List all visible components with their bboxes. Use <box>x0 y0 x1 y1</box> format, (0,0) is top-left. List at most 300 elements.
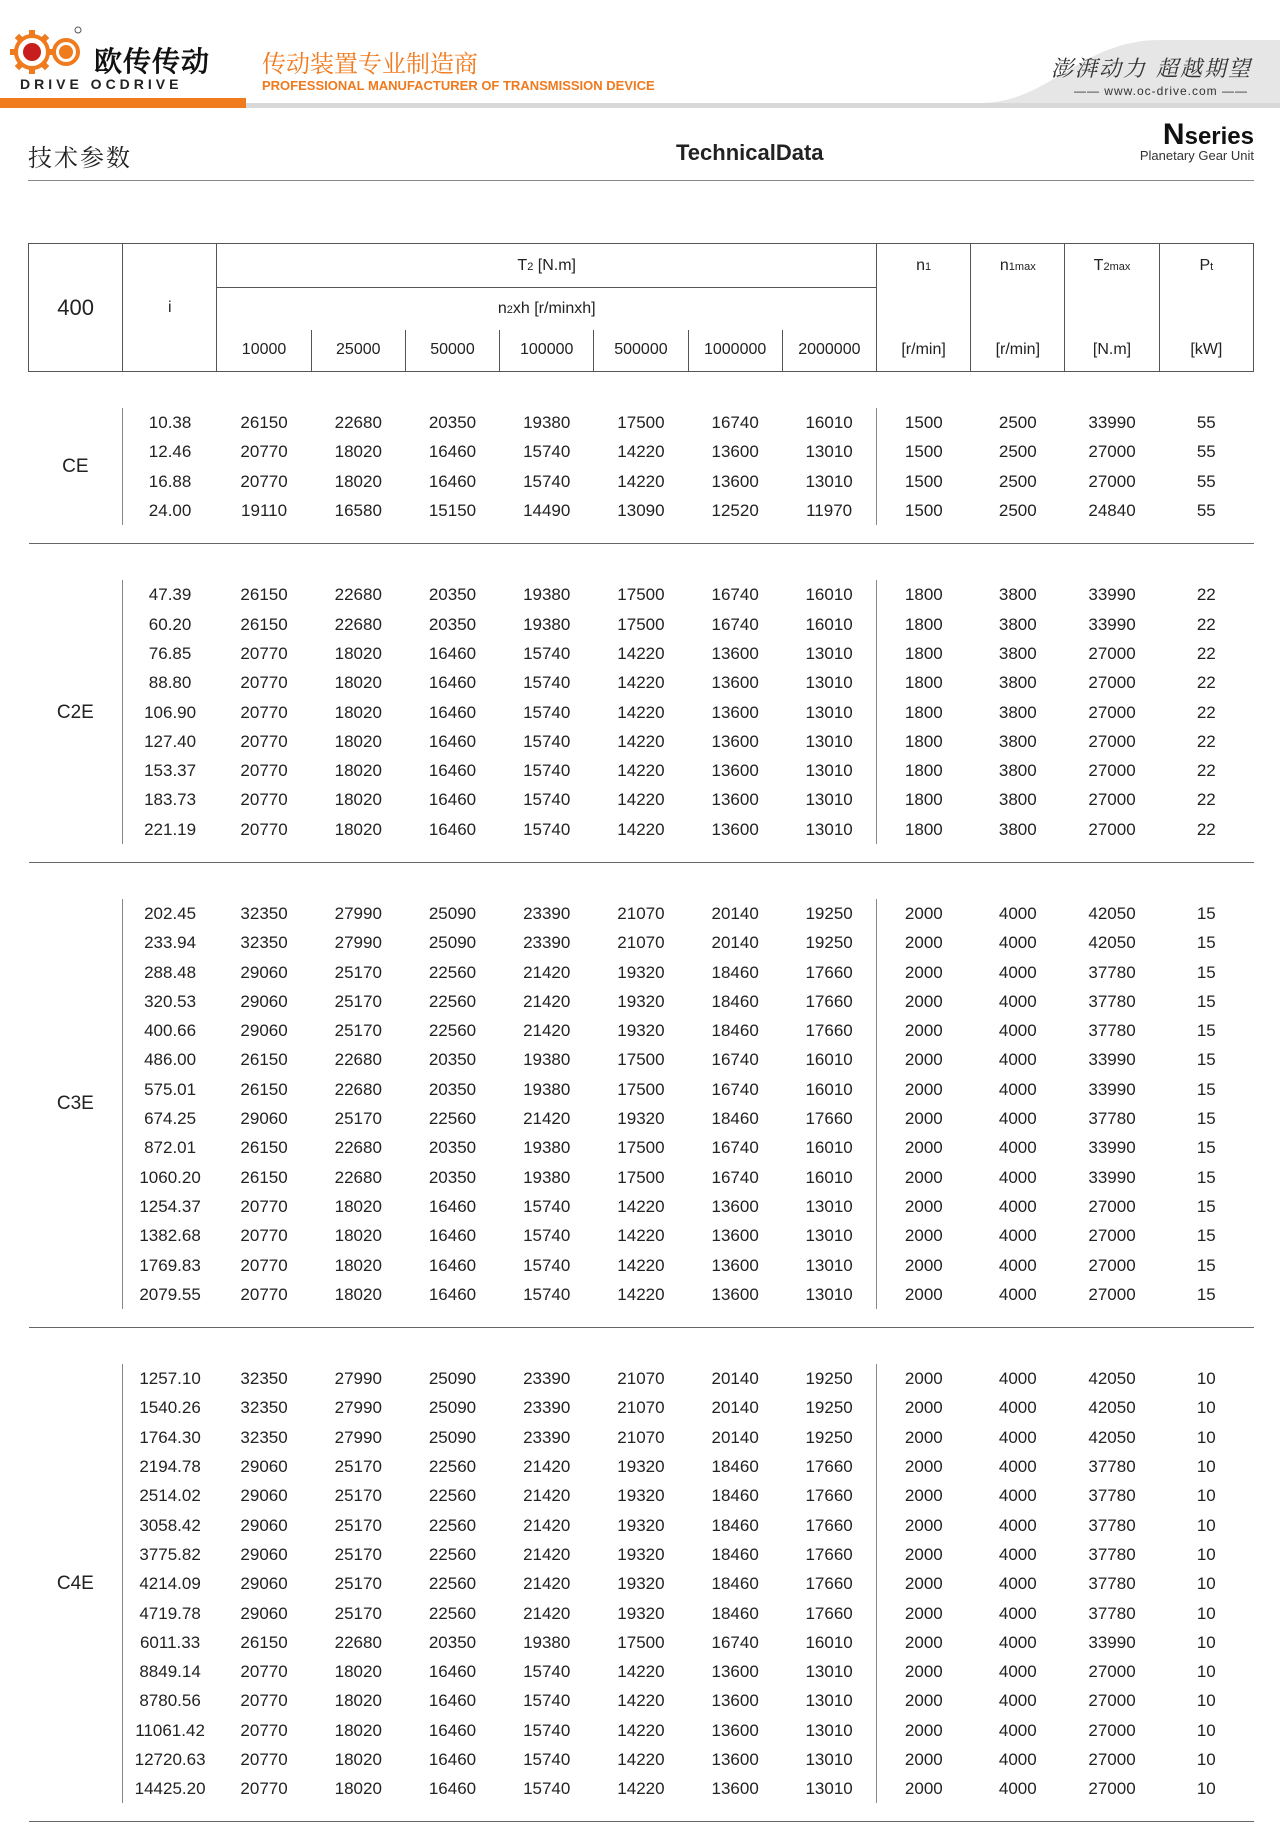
value-cell: 20770 <box>217 1657 311 1686</box>
value-cell: 15 <box>1159 1045 1253 1074</box>
n1-unit: [r/min] <box>876 330 970 372</box>
pt-header-spacer <box>1159 288 1253 330</box>
table-row <box>29 1280 1254 1309</box>
value-cell: 13010 <box>782 1716 876 1745</box>
value-cell: 14220 <box>594 1250 688 1279</box>
value-cell: 19380 <box>500 408 594 437</box>
value-cell: 15740 <box>500 668 594 697</box>
value-cell: 27000 <box>1065 727 1159 756</box>
value-cell: 20770 <box>217 785 311 814</box>
value-cell: 14220 <box>594 1657 688 1686</box>
value-cell: 16010 <box>782 408 876 437</box>
value-cell: 4000 <box>971 1716 1065 1745</box>
value-cell: 26150 <box>217 1075 311 1104</box>
hours-1000000: 1000000 <box>688 330 782 372</box>
hours-25000: 25000 <box>311 330 405 372</box>
value-cell: 27000 <box>1065 756 1159 785</box>
value-cell: 13600 <box>688 1774 782 1803</box>
n1-header: n1 <box>876 244 970 288</box>
value-cell: 18020 <box>311 1686 405 1715</box>
value-cell: 55 <box>1159 408 1253 437</box>
value-cell: 13010 <box>782 1774 876 1803</box>
value-cell: 22680 <box>311 408 405 437</box>
value-cell: 20350 <box>405 609 499 638</box>
value-cell: 26150 <box>217 1163 311 1192</box>
value-cell: 26150 <box>217 408 311 437</box>
value-cell: 33990 <box>1065 609 1159 638</box>
table-row <box>29 1250 1254 1279</box>
ratio-cell: 106.90 <box>123 697 217 726</box>
ratio-cell: 674.25 <box>123 1104 217 1133</box>
value-cell: 29060 <box>217 1104 311 1133</box>
value-cell: 27990 <box>311 1364 405 1393</box>
ratio-cell: 2079.55 <box>123 1280 217 1309</box>
value-cell: 13010 <box>782 1686 876 1715</box>
value-cell: 25090 <box>405 928 499 957</box>
value-cell: 17660 <box>782 957 876 986</box>
value-cell: 13010 <box>782 467 876 496</box>
table-row <box>29 437 1254 466</box>
value-cell: 21420 <box>500 1569 594 1598</box>
value-cell: 18020 <box>311 668 405 697</box>
value-cell: 17500 <box>594 580 688 609</box>
value-cell: 18020 <box>311 1657 405 1686</box>
value-cell: 4000 <box>971 1163 1065 1192</box>
ratio-cell: 4214.09 <box>123 1569 217 1598</box>
value-cell: 19380 <box>500 1628 594 1657</box>
value-cell: 13090 <box>594 496 688 525</box>
value-cell: 26150 <box>217 609 311 638</box>
value-cell: 13600 <box>688 1745 782 1774</box>
value-cell: 4000 <box>971 1569 1065 1598</box>
value-cell: 27000 <box>1065 1716 1159 1745</box>
value-cell: 1800 <box>876 815 970 844</box>
pt-unit: [kW] <box>1159 330 1253 372</box>
ratio-cell: 1254.37 <box>123 1192 217 1221</box>
value-cell: 18020 <box>311 756 405 785</box>
value-cell: 1800 <box>876 668 970 697</box>
value-cell: 13010 <box>782 437 876 466</box>
series-subtitle: Planetary Gear Unit <box>1140 148 1254 163</box>
value-cell: 13010 <box>782 1745 876 1774</box>
value-cell: 25170 <box>311 1540 405 1569</box>
value-cell: 29060 <box>217 1598 311 1627</box>
value-cell: 21070 <box>594 1423 688 1452</box>
table-row <box>29 1364 1254 1393</box>
value-cell: 3800 <box>971 815 1065 844</box>
value-cell: 18460 <box>688 957 782 986</box>
brand-name-en: DRIVE OCDRIVE <box>20 76 182 92</box>
value-cell: 25170 <box>311 1511 405 1540</box>
value-cell: 42050 <box>1065 1364 1159 1393</box>
table-row <box>29 467 1254 496</box>
value-cell: 24840 <box>1065 496 1159 525</box>
value-cell: 4000 <box>971 1133 1065 1162</box>
hours-50000: 50000 <box>405 330 499 372</box>
value-cell: 23390 <box>500 1364 594 1393</box>
value-cell: 20350 <box>405 408 499 437</box>
value-cell: 4000 <box>971 1075 1065 1104</box>
value-cell: 16460 <box>405 1716 499 1745</box>
value-cell: 4000 <box>971 1745 1065 1774</box>
value-cell: 18020 <box>311 785 405 814</box>
n2xh-header: n2xh [r/minxh] <box>217 288 877 330</box>
table-row <box>29 1221 1254 1250</box>
value-cell: 19320 <box>594 987 688 1016</box>
ratio-cell: 8849.14 <box>123 1657 217 1686</box>
table-row <box>29 785 1254 814</box>
slogan: 澎湃动力 超越期望 <box>1051 52 1252 83</box>
value-cell: 14220 <box>594 727 688 756</box>
value-cell: 22560 <box>405 1452 499 1481</box>
value-cell: 22680 <box>311 609 405 638</box>
value-cell: 16740 <box>688 408 782 437</box>
value-cell: 15 <box>1159 1133 1253 1162</box>
value-cell: 22680 <box>311 580 405 609</box>
value-cell: 4000 <box>971 1104 1065 1133</box>
value-cell: 4000 <box>971 1540 1065 1569</box>
value-cell: 2000 <box>876 1716 970 1745</box>
value-cell: 2500 <box>971 496 1065 525</box>
value-cell: 16460 <box>405 1221 499 1250</box>
value-cell: 32350 <box>217 1393 311 1422</box>
value-cell: 20350 <box>405 1628 499 1657</box>
value-cell: 22560 <box>405 987 499 1016</box>
value-cell: 2500 <box>971 408 1065 437</box>
value-cell: 14220 <box>594 1192 688 1221</box>
table-row <box>29 987 1254 1016</box>
value-cell: 16010 <box>782 580 876 609</box>
n1max-header-spacer <box>971 288 1065 330</box>
value-cell: 25170 <box>311 987 405 1016</box>
n1-header-spacer <box>876 288 970 330</box>
table-row <box>29 609 1254 638</box>
value-cell: 27990 <box>311 1393 405 1422</box>
size-header: 400 <box>29 244 123 372</box>
value-cell: 21070 <box>594 899 688 928</box>
value-cell: 22560 <box>405 1540 499 1569</box>
group-spacer <box>29 1803 1254 1822</box>
value-cell: 15 <box>1159 1104 1253 1133</box>
table-row <box>29 1192 1254 1221</box>
value-cell: 29060 <box>217 1511 311 1540</box>
value-cell: 13600 <box>688 1221 782 1250</box>
hours-10000: 10000 <box>217 330 311 372</box>
value-cell: 16460 <box>405 437 499 466</box>
table-row <box>29 1716 1254 1745</box>
group-label: C3E <box>29 899 123 1309</box>
value-cell: 16460 <box>405 785 499 814</box>
value-cell: 13010 <box>782 1250 876 1279</box>
value-cell: 16460 <box>405 1192 499 1221</box>
value-cell: 2000 <box>876 1452 970 1481</box>
table-row <box>29 1423 1254 1452</box>
value-cell: 20770 <box>217 697 311 726</box>
value-cell: 32350 <box>217 899 311 928</box>
value-cell: 17660 <box>782 1104 876 1133</box>
value-cell: 27000 <box>1065 1745 1159 1774</box>
value-cell: 1800 <box>876 580 970 609</box>
value-cell: 18020 <box>311 1745 405 1774</box>
value-cell: 21420 <box>500 1598 594 1627</box>
value-cell: 21420 <box>500 1481 594 1510</box>
value-cell: 20770 <box>217 727 311 756</box>
group-spacer <box>29 544 1254 580</box>
value-cell: 21070 <box>594 1393 688 1422</box>
value-cell: 20770 <box>217 467 311 496</box>
value-cell: 15 <box>1159 928 1253 957</box>
value-cell: 18020 <box>311 697 405 726</box>
ratio-cell: 1769.83 <box>123 1250 217 1279</box>
value-cell: 29060 <box>217 1540 311 1569</box>
value-cell: 2000 <box>876 1423 970 1452</box>
value-cell: 2000 <box>876 957 970 986</box>
value-cell: 2000 <box>876 1745 970 1774</box>
table-row <box>29 1104 1254 1133</box>
value-cell: 20770 <box>217 437 311 466</box>
value-cell: 2000 <box>876 1016 970 1045</box>
value-cell: 15740 <box>500 697 594 726</box>
value-cell: 16460 <box>405 1280 499 1309</box>
value-cell: 4000 <box>971 1481 1065 1510</box>
value-cell: 25170 <box>311 1016 405 1045</box>
value-cell: 22 <box>1159 815 1253 844</box>
value-cell: 2000 <box>876 1628 970 1657</box>
value-cell: 3800 <box>971 785 1065 814</box>
value-cell: 10 <box>1159 1628 1253 1657</box>
value-cell: 4000 <box>971 957 1065 986</box>
value-cell: 22560 <box>405 1016 499 1045</box>
value-cell: 37780 <box>1065 957 1159 986</box>
value-cell: 18460 <box>688 1481 782 1510</box>
value-cell: 1500 <box>876 408 970 437</box>
value-cell: 26150 <box>217 580 311 609</box>
value-cell: 15 <box>1159 987 1253 1016</box>
header-grey-bar <box>246 103 1280 108</box>
value-cell: 4000 <box>971 1250 1065 1279</box>
value-cell: 20350 <box>405 580 499 609</box>
value-cell: 21420 <box>500 1016 594 1045</box>
value-cell: 13600 <box>688 639 782 668</box>
table-row <box>29 697 1254 726</box>
value-cell: 20770 <box>217 1686 311 1715</box>
value-cell: 14220 <box>594 1716 688 1745</box>
value-cell: 3800 <box>971 668 1065 697</box>
value-cell: 42050 <box>1065 1393 1159 1422</box>
value-cell: 16010 <box>782 1628 876 1657</box>
table-header <box>29 244 1254 372</box>
value-cell: 13010 <box>782 1657 876 1686</box>
table-row <box>29 1657 1254 1686</box>
value-cell: 10 <box>1159 1657 1253 1686</box>
value-cell: 2500 <box>971 437 1065 466</box>
value-cell: 2000 <box>876 899 970 928</box>
value-cell: 15 <box>1159 1192 1253 1221</box>
value-cell: 15 <box>1159 1163 1253 1192</box>
group-label: CE <box>29 408 123 525</box>
value-cell: 13600 <box>688 1716 782 1745</box>
ratio-cell: 8780.56 <box>123 1686 217 1715</box>
table-row <box>29 1016 1254 1045</box>
value-cell: 15 <box>1159 899 1253 928</box>
ratio-cell: 3058.42 <box>123 1511 217 1540</box>
table-row <box>29 928 1254 957</box>
table-row <box>29 1628 1254 1657</box>
value-cell: 16010 <box>782 609 876 638</box>
value-cell: 20350 <box>405 1045 499 1074</box>
value-cell: 18020 <box>311 815 405 844</box>
series-word: series <box>1185 123 1254 150</box>
value-cell: 19250 <box>782 899 876 928</box>
value-cell: 16460 <box>405 639 499 668</box>
ratio-cell: 76.85 <box>123 639 217 668</box>
value-cell: 10 <box>1159 1511 1253 1540</box>
value-cell: 11970 <box>782 496 876 525</box>
value-cell: 22 <box>1159 580 1253 609</box>
value-cell: 14220 <box>594 1745 688 1774</box>
value-cell: 15740 <box>500 1657 594 1686</box>
value-cell: 16010 <box>782 1045 876 1074</box>
value-cell: 25170 <box>311 1598 405 1627</box>
value-cell: 19250 <box>782 928 876 957</box>
value-cell: 22560 <box>405 1511 499 1540</box>
value-cell: 13600 <box>688 785 782 814</box>
value-cell: 22560 <box>405 1481 499 1510</box>
value-cell: 14220 <box>594 639 688 668</box>
value-cell: 27990 <box>311 1423 405 1452</box>
value-cell: 25170 <box>311 1104 405 1133</box>
tagline-cn: 传动装置专业制造商 <box>262 44 478 79</box>
value-cell: 4000 <box>971 1423 1065 1452</box>
value-cell: 2000 <box>876 1364 970 1393</box>
t2-header: T2 [N.m] <box>217 244 877 288</box>
value-cell: 42050 <box>1065 899 1159 928</box>
value-cell: 1800 <box>876 727 970 756</box>
value-cell: 19320 <box>594 1452 688 1481</box>
value-cell: 17500 <box>594 1628 688 1657</box>
value-cell: 1500 <box>876 467 970 496</box>
value-cell: 23390 <box>500 899 594 928</box>
value-cell: 16580 <box>311 496 405 525</box>
table-row <box>29 1481 1254 1510</box>
value-cell: 13600 <box>688 1686 782 1715</box>
pt-header: Pt <box>1159 244 1253 288</box>
value-cell: 4000 <box>971 1452 1065 1481</box>
value-cell: 15740 <box>500 467 594 496</box>
value-cell: 19250 <box>782 1393 876 1422</box>
table-row <box>29 1133 1254 1162</box>
value-cell: 27000 <box>1065 1192 1159 1221</box>
value-cell: 4000 <box>971 1280 1065 1309</box>
value-cell: 15740 <box>500 1221 594 1250</box>
value-cell: 20350 <box>405 1133 499 1162</box>
value-cell: 13600 <box>688 437 782 466</box>
value-cell: 4000 <box>971 1598 1065 1627</box>
value-cell: 18460 <box>688 1452 782 1481</box>
value-cell: 16740 <box>688 1628 782 1657</box>
value-cell: 23390 <box>500 928 594 957</box>
ratio-cell: 153.37 <box>123 756 217 785</box>
value-cell: 20770 <box>217 1250 311 1279</box>
value-cell: 2000 <box>876 1045 970 1074</box>
table-row <box>29 815 1254 844</box>
group-label: C2E <box>29 580 123 844</box>
value-cell: 15 <box>1159 1016 1253 1045</box>
value-cell: 20140 <box>688 1393 782 1422</box>
value-cell: 15740 <box>500 639 594 668</box>
ratio-cell: 24.00 <box>123 496 217 525</box>
value-cell: 22 <box>1159 668 1253 697</box>
value-cell: 16010 <box>782 1163 876 1192</box>
value-cell: 18020 <box>311 1250 405 1279</box>
value-cell: 14220 <box>594 1774 688 1803</box>
value-cell: 15740 <box>500 1774 594 1803</box>
value-cell: 26150 <box>217 1133 311 1162</box>
value-cell: 15 <box>1159 1250 1253 1279</box>
value-cell: 17660 <box>782 1511 876 1540</box>
hours-500000: 500000 <box>594 330 688 372</box>
ratio-cell: 16.88 <box>123 467 217 496</box>
value-cell: 37780 <box>1065 1598 1159 1627</box>
value-cell: 18460 <box>688 1511 782 1540</box>
value-cell: 22680 <box>311 1163 405 1192</box>
value-cell: 22560 <box>405 1569 499 1598</box>
value-cell: 15740 <box>500 1250 594 1279</box>
value-cell: 15740 <box>500 756 594 785</box>
value-cell: 10 <box>1159 1716 1253 1745</box>
ratio-cell: 1060.20 <box>123 1163 217 1192</box>
value-cell: 20770 <box>217 756 311 785</box>
value-cell: 14220 <box>594 668 688 697</box>
ratio-cell: 2514.02 <box>123 1481 217 1510</box>
page-header <box>0 0 1280 110</box>
value-cell: 2000 <box>876 928 970 957</box>
value-cell: 15740 <box>500 1686 594 1715</box>
value-cell: 14220 <box>594 437 688 466</box>
value-cell: 37780 <box>1065 1016 1159 1045</box>
ratio-cell: 12720.63 <box>123 1745 217 1774</box>
table-row <box>29 1598 1254 1627</box>
value-cell: 19320 <box>594 1481 688 1510</box>
value-cell: 15 <box>1159 1280 1253 1309</box>
title-divider <box>28 180 1254 181</box>
value-cell: 21420 <box>500 1104 594 1133</box>
value-cell: 4000 <box>971 1511 1065 1540</box>
ratio-cell: 233.94 <box>123 928 217 957</box>
value-cell: 2000 <box>876 1133 970 1162</box>
value-cell: 22560 <box>405 1104 499 1133</box>
value-cell: 16010 <box>782 1075 876 1104</box>
value-cell: 13600 <box>688 815 782 844</box>
value-cell: 18020 <box>311 437 405 466</box>
value-cell: 15 <box>1159 1221 1253 1250</box>
value-cell: 4000 <box>971 1774 1065 1803</box>
value-cell: 2000 <box>876 1250 970 1279</box>
value-cell: 4000 <box>971 1393 1065 1422</box>
value-cell: 14220 <box>594 756 688 785</box>
value-cell: 14220 <box>594 785 688 814</box>
value-cell: 21420 <box>500 1452 594 1481</box>
value-cell: 13600 <box>688 697 782 726</box>
value-cell: 25170 <box>311 1569 405 1598</box>
value-cell: 3800 <box>971 639 1065 668</box>
ratio-cell: 60.20 <box>123 609 217 638</box>
value-cell: 4000 <box>971 1657 1065 1686</box>
value-cell: 4000 <box>971 1045 1065 1074</box>
value-cell: 13010 <box>782 727 876 756</box>
value-cell: 19380 <box>500 1045 594 1074</box>
value-cell: 18020 <box>311 1192 405 1221</box>
